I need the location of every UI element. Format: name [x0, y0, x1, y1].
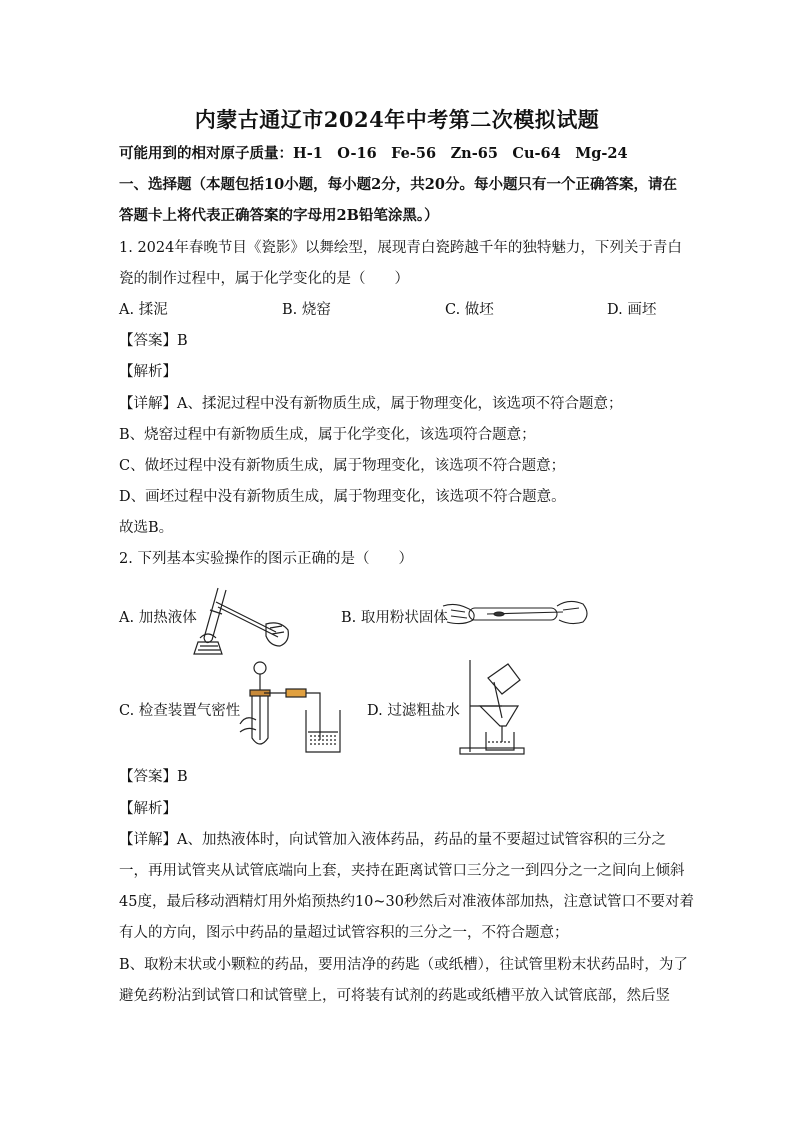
q2-answer: 【答案】B	[119, 769, 188, 785]
q2-option-a: A. 加热液体	[119, 610, 197, 626]
q1-answer: 【答案】B	[119, 333, 188, 349]
page-title: 内蒙古通辽市2024年中考第二次模拟试题	[194, 107, 600, 132]
q2-detail-line: 有人的方向，图示中药品的量超过试管容积的三分之一，不符合题意；	[119, 925, 569, 941]
q1-detail-line: 故选B。	[119, 520, 174, 536]
q1-option-a: A. 揉泥	[119, 302, 168, 318]
q1-option-c: C. 做坯	[445, 302, 494, 318]
filtration-illustration	[458, 660, 530, 756]
q2-option-b: B. 取用粉状固体	[341, 610, 448, 626]
q2-detail-line: 一，再用试管夹从试管底端向上套，夹持在距离试管口三分之一到四分之一之间向上倾斜	[119, 863, 685, 879]
q1-detail-line: C、做坯过程中没有新物质生成，属于物理变化，该选项不符合题意；	[119, 458, 566, 474]
q1-option-b: B. 烧窑	[282, 302, 331, 318]
q1-stem-line-1: 1. 2024年春晚节目《瓷影》以舞绘型，展现青白瓷跨越千年的独特魅力，下列关于青白	[119, 240, 682, 256]
q1-detail-line: B、烧窑过程中有新物质生成，属于化学变化，该选项符合题意；	[119, 427, 536, 443]
q2-stem: 2. 下列基本实验操作的图示正确的是（ ）	[119, 551, 413, 567]
q1-detail-line: 【详解】A、揉泥过程中没有新物质生成，属于物理变化，该选项不符合题意；	[119, 396, 623, 412]
atomic-masses-line: 可能用到的相对原子质量：H-1 O-16 Fe-56 Zn-65 Cu-64 Mg-24	[119, 145, 628, 162]
q2-option-d: D. 过滤粗盐水	[367, 703, 460, 719]
q1-analysis-label: 【解析】	[119, 364, 177, 380]
q2-option-c: C. 检查装置气密性	[119, 703, 241, 719]
q1-option-d: D. 画坯	[607, 302, 657, 318]
heating-liquid-illustration	[196, 580, 296, 656]
section-heading-line-2: 答题卡上将代表正确答案的字母用2B铅笔涂黑。）	[119, 207, 439, 224]
q2-analysis-label: 【解析】	[119, 801, 177, 817]
q2-detail-line: 【详解】A、加热液体时，向试管加入液体药品，药品的量不要超过试管容积的三分之	[119, 832, 666, 848]
q2-detail-line: B、取粉末状或小颗粒的药品，要用洁净的药匙（或纸槽），往试管里粉末状药品时，为了	[119, 957, 688, 973]
q2-detail-line: 45度，最后移动酒精灯用外焰预热约10~30秒然后对准液体部加热，注意试管口不要对着	[119, 894, 694, 910]
q1-stem-line-2: 瓷的制作过程中，属于化学变化的是（ ）	[119, 271, 409, 287]
section-heading-line-1: 一、选择题（本题包括10小题，每小题2分，共20分。每小题只有一个正确答案，请在	[119, 176, 677, 193]
airtightness-check-illustration	[238, 660, 344, 756]
powder-trough-illustration	[443, 596, 589, 630]
q2-detail-line: 避免药粉沾到试管口和试管壁上，可将装有试剂的药匙或纸槽平放入试管底部，然后竖	[119, 988, 670, 1004]
q1-detail-line: D、画坯过程中没有新物质生成，属于物理变化，该选项不符合题意。	[119, 489, 566, 505]
